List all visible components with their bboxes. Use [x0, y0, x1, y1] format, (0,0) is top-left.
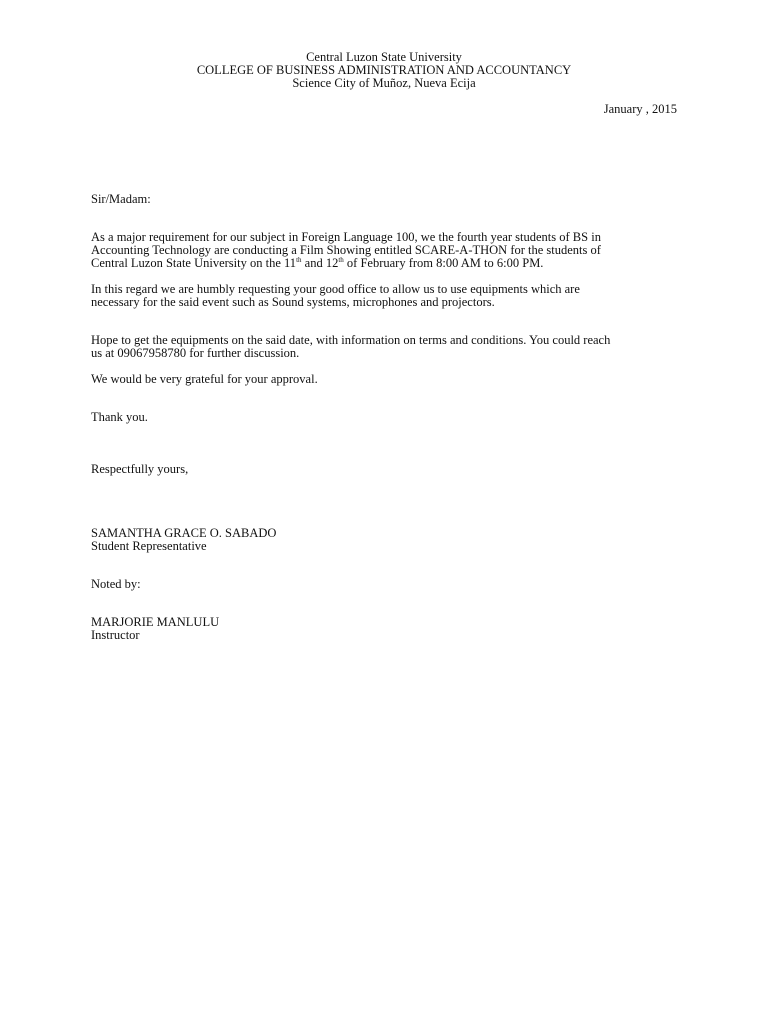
signatory-instructor [91, 616, 681, 642]
paragraph-2-line-2: necessary for the said event such as Sound systems, microphones and projectors. [91, 295, 495, 309]
paragraph-3-line-2: us at 09067958780 for further discussion. [91, 346, 300, 360]
signatory-student [91, 527, 681, 553]
salutation: Sir/Madam: [91, 192, 151, 206]
paragraph-3-line-1: Hope to get the equipments on the said date, with information on terms and conditions. You could reach [91, 333, 611, 347]
paragraph-3 [91, 334, 681, 360]
paragraph-1-line-3-part-a: Central Luzon State University on the 11 [91, 256, 297, 270]
letter-date: January , 2015 [603, 102, 677, 116]
signatory-title: Student Representative [91, 539, 207, 553]
university-name: Central Luzon State University [306, 50, 462, 64]
letterhead [0, 51, 768, 90]
address: Science City of Muñoz, Nueva Ecija [292, 76, 476, 90]
paragraph-2-line-1: In this regard we are humbly requesting your good office to allow us to use equipments which are [91, 282, 580, 296]
noted-by: Noted by: [91, 577, 141, 591]
signatory-name: MARJORIE MANLULU [91, 615, 220, 629]
signatory-name: SAMANTHA GRACE O. SABADO [91, 526, 277, 540]
ordinal-suffix: th [338, 256, 344, 264]
paragraph-1-line-1: As a major requirement for our subject in Foreign Language 100, we the fourth year students of BS in [91, 230, 601, 244]
ordinal-suffix: th [296, 256, 302, 264]
paragraph-1-line-3 [91, 257, 681, 270]
closing: Respectfully yours, [91, 462, 189, 476]
paragraph-2 [91, 283, 681, 309]
paragraph-1-line-3-part-b: and 12 [301, 256, 339, 270]
paragraph-1-line-3-part-c: of February from 8:00 AM to 6:00 PM. [343, 256, 544, 270]
signatory-title: Instructor [91, 628, 140, 642]
thank-you: Thank you. [91, 410, 148, 424]
paragraph-1 [91, 231, 681, 270]
paragraph-4: We would be very grateful for your approval. [91, 372, 318, 386]
paragraph-1-line-2: Accounting Technology are conducting a Film Showing entitled SCARE-A-THON for the students of [91, 243, 601, 257]
college-name: COLLEGE OF BUSINESS ADMINISTRATION AND ACCOUNTANCY [196, 63, 572, 77]
